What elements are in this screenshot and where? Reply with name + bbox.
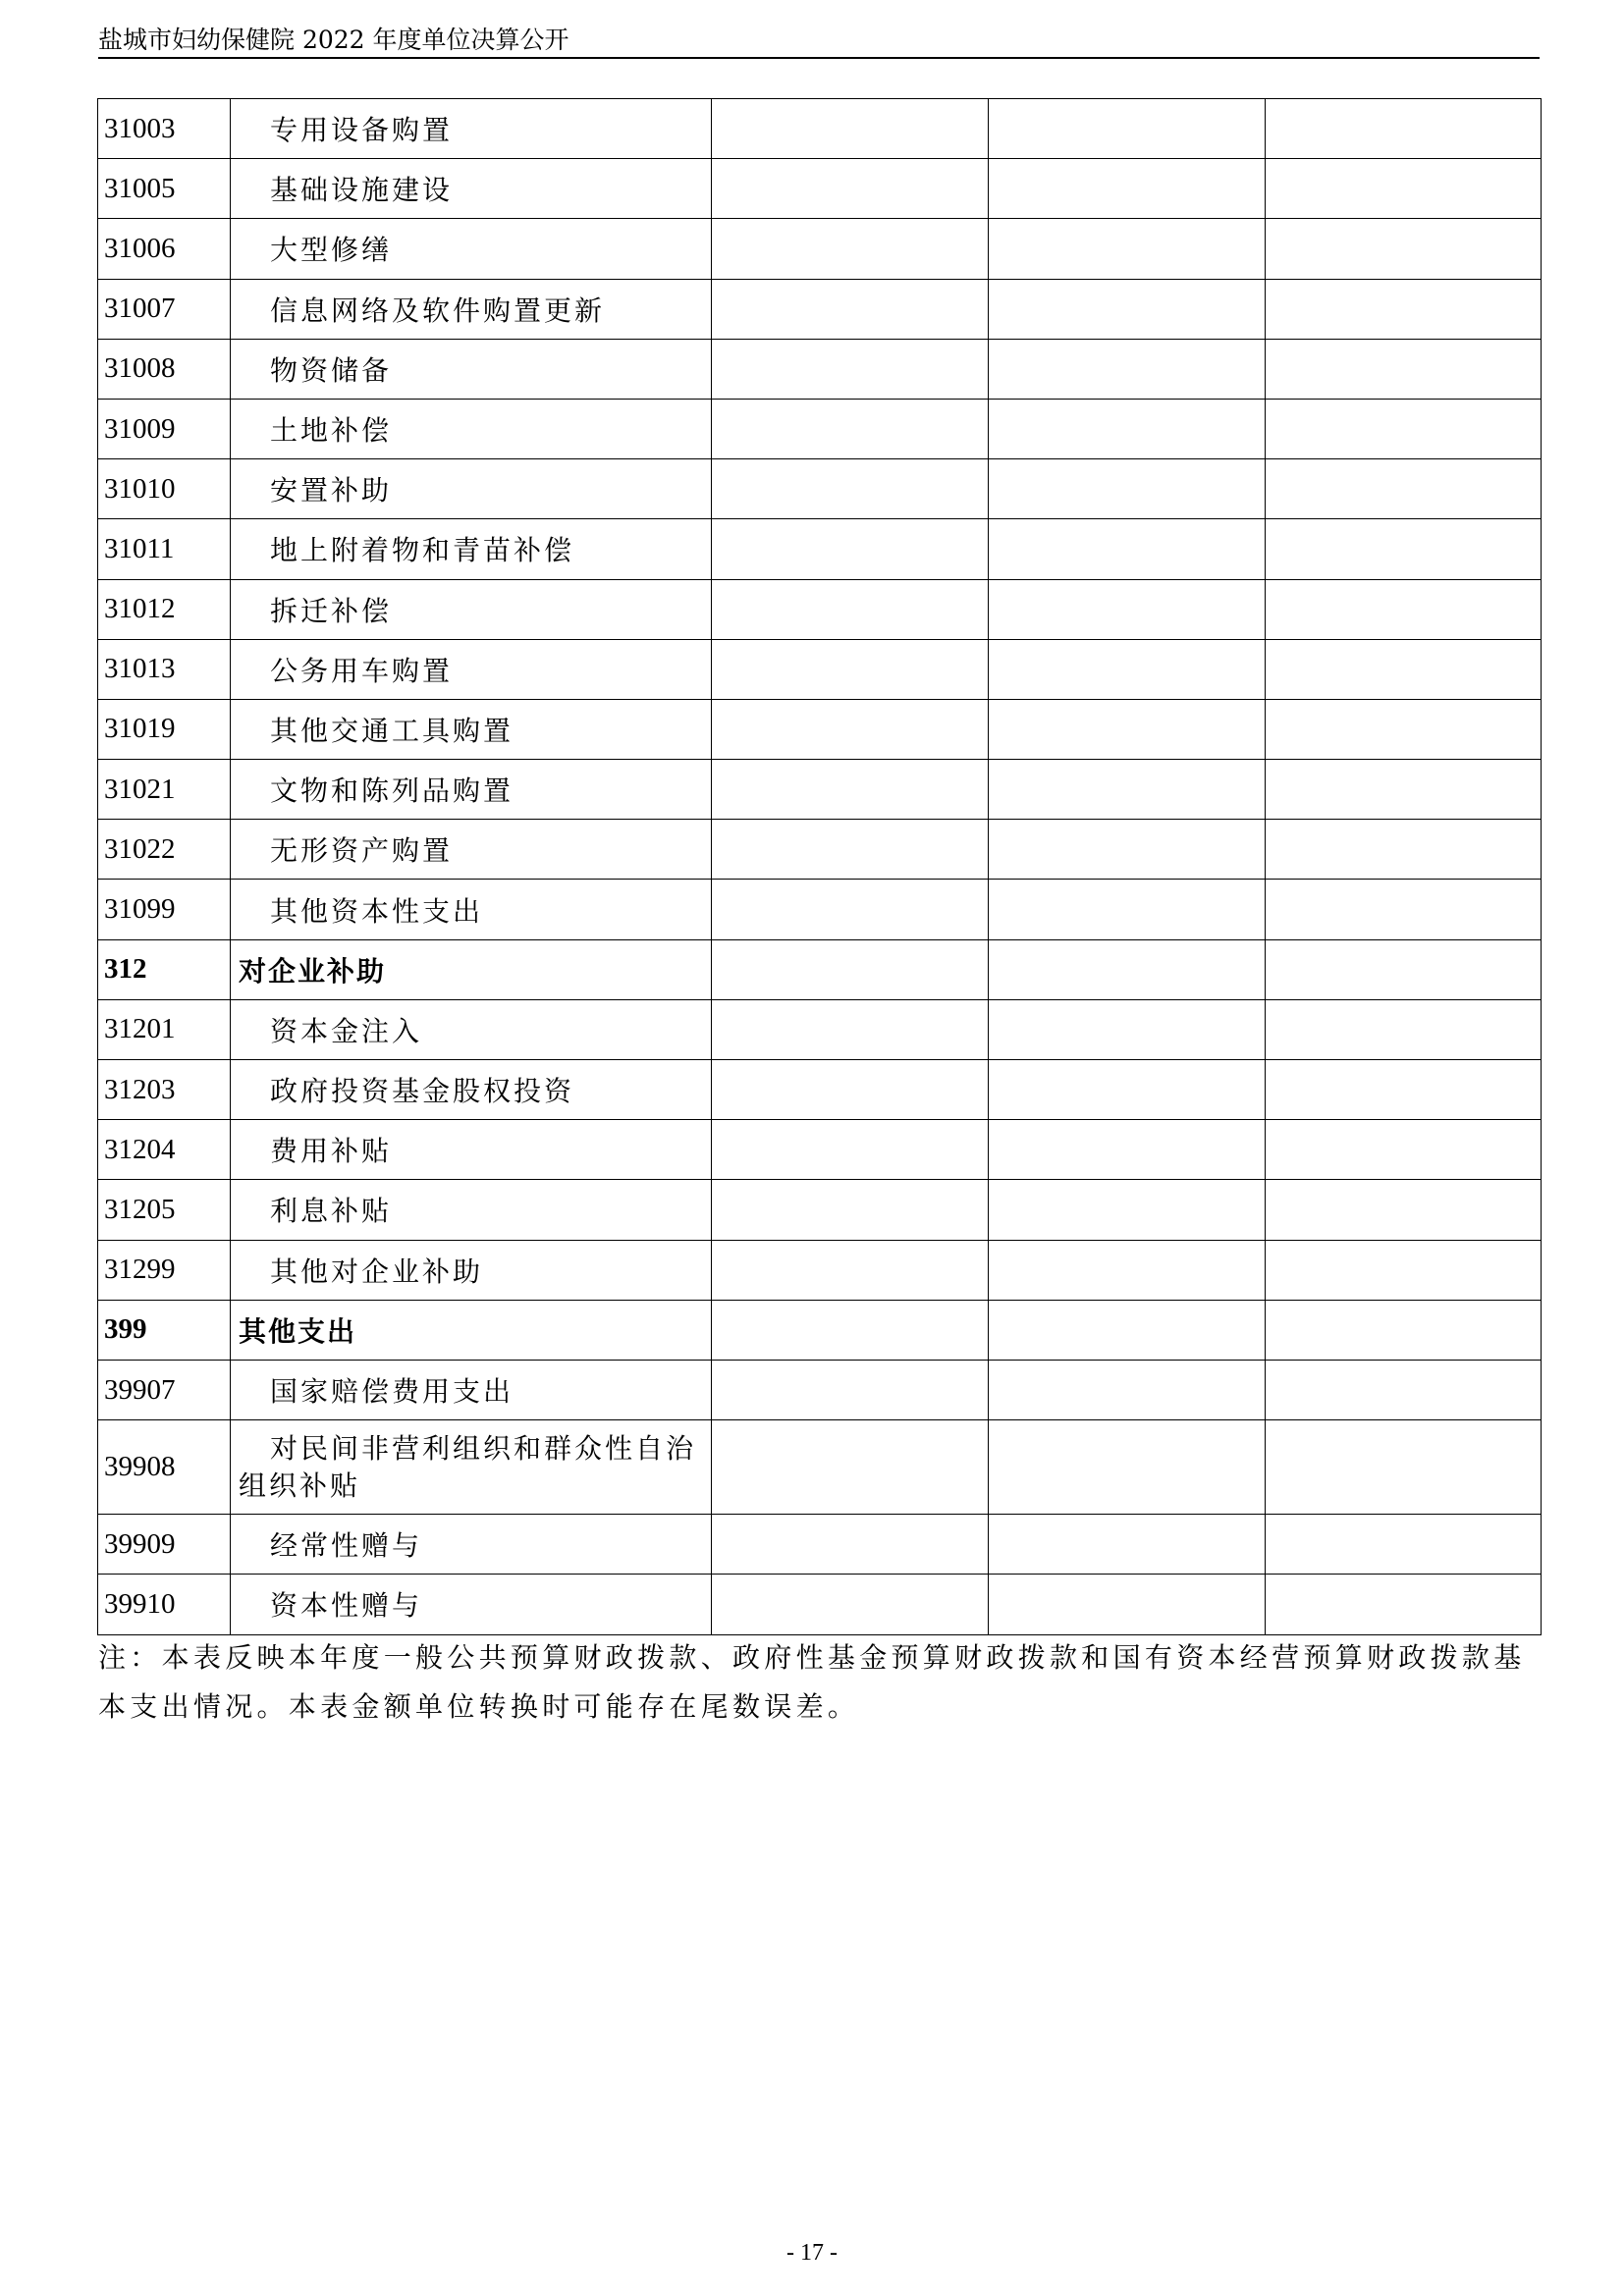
amount-cell bbox=[989, 1575, 1266, 1634]
amount-cell bbox=[1266, 939, 1542, 999]
table-note: 注：本表反映本年度一般公共预算财政拨款、政府性基金预算财政拨款和国有资本经营预算财政拨款基本支出情况。本表金额单位转换时可能存在尾数误差。 bbox=[98, 1641, 1526, 1723]
amount-cell bbox=[989, 880, 1266, 939]
amount-cell bbox=[712, 339, 989, 399]
amount-cell bbox=[989, 1360, 1266, 1419]
row-name: 安置补助 bbox=[231, 459, 712, 519]
amount-cell bbox=[712, 399, 989, 458]
table-row bbox=[98, 279, 1542, 339]
row-code: 31021 bbox=[98, 760, 231, 820]
amount-cell bbox=[1266, 219, 1542, 279]
amount-cell bbox=[1266, 820, 1542, 880]
row-code: 31201 bbox=[98, 999, 231, 1059]
amount-cell bbox=[712, 1180, 989, 1240]
row-name: 对民间非营利组织和群众性自治组织补贴 bbox=[231, 1420, 712, 1515]
row-code: 31013 bbox=[98, 639, 231, 699]
amount-cell bbox=[1266, 159, 1542, 219]
row-code: 31003 bbox=[98, 99, 231, 159]
row-code: 31299 bbox=[98, 1240, 231, 1300]
row-name: 其他支出 bbox=[231, 1300, 712, 1360]
row-code: 31019 bbox=[98, 699, 231, 759]
amount-cell bbox=[712, 1120, 989, 1180]
amount-cell bbox=[712, 219, 989, 279]
row-code: 31204 bbox=[98, 1120, 231, 1180]
amount-cell bbox=[989, 1120, 1266, 1180]
table-row bbox=[98, 1575, 1542, 1634]
table-row bbox=[98, 399, 1542, 458]
table-row bbox=[98, 1180, 1542, 1240]
amount-cell bbox=[989, 279, 1266, 339]
amount-cell bbox=[1266, 99, 1542, 159]
table-row bbox=[98, 939, 1542, 999]
amount-cell bbox=[1266, 1300, 1542, 1360]
row-code: 31008 bbox=[98, 339, 231, 399]
amount-cell bbox=[989, 339, 1266, 399]
amount-cell bbox=[712, 1420, 989, 1515]
amount-cell bbox=[1266, 339, 1542, 399]
row-name: 经常性赠与 bbox=[231, 1515, 712, 1575]
amount-cell bbox=[1266, 880, 1542, 939]
row-code: 31022 bbox=[98, 820, 231, 880]
table-row bbox=[98, 999, 1542, 1059]
amount-cell bbox=[989, 1515, 1266, 1575]
amount-cell bbox=[989, 519, 1266, 579]
table-row bbox=[98, 459, 1542, 519]
amount-cell bbox=[989, 820, 1266, 880]
row-code: 31205 bbox=[98, 1180, 231, 1240]
amount-cell bbox=[1266, 1180, 1542, 1240]
amount-cell bbox=[712, 999, 989, 1059]
amount-cell bbox=[1266, 699, 1542, 759]
row-name: 信息网络及软件购置更新 bbox=[231, 279, 712, 339]
row-name: 土地补偿 bbox=[231, 399, 712, 458]
amount-cell bbox=[989, 939, 1266, 999]
amount-cell bbox=[712, 99, 989, 159]
amount-cell bbox=[1266, 1240, 1542, 1300]
row-code: 31005 bbox=[98, 159, 231, 219]
table-row bbox=[98, 1120, 1542, 1180]
amount-cell bbox=[989, 1420, 1266, 1515]
row-name: 利息补贴 bbox=[231, 1180, 712, 1240]
row-code: 31006 bbox=[98, 219, 231, 279]
amount-cell bbox=[712, 760, 989, 820]
amount-cell bbox=[989, 459, 1266, 519]
amount-cell bbox=[989, 159, 1266, 219]
amount-cell bbox=[712, 639, 989, 699]
amount-cell bbox=[1266, 399, 1542, 458]
row-name: 无形资产购置 bbox=[231, 820, 712, 880]
row-code: 39910 bbox=[98, 1575, 231, 1634]
row-code: 399 bbox=[98, 1300, 231, 1360]
amount-cell bbox=[1266, 1360, 1542, 1419]
amount-cell bbox=[1266, 1420, 1542, 1515]
amount-cell bbox=[712, 1240, 989, 1300]
row-name: 大型修缮 bbox=[231, 219, 712, 279]
table-row bbox=[98, 579, 1542, 639]
table-row bbox=[98, 339, 1542, 399]
row-code: 31011 bbox=[98, 519, 231, 579]
row-name: 资本性赠与 bbox=[231, 1575, 712, 1634]
table-row bbox=[98, 1515, 1542, 1575]
amount-cell bbox=[1266, 579, 1542, 639]
row-name: 基础设施建设 bbox=[231, 159, 712, 219]
amount-cell bbox=[989, 99, 1266, 159]
table-row bbox=[98, 880, 1542, 939]
row-code: 39908 bbox=[98, 1420, 231, 1515]
row-name: 拆迁补偿 bbox=[231, 579, 712, 639]
amount-cell bbox=[989, 1060, 1266, 1120]
expenditure-table bbox=[97, 98, 1542, 1635]
amount-cell bbox=[1266, 999, 1542, 1059]
amount-cell bbox=[1266, 1060, 1542, 1120]
amount-cell bbox=[1266, 639, 1542, 699]
row-name: 其他资本性支出 bbox=[231, 880, 712, 939]
amount-cell bbox=[1266, 1120, 1542, 1180]
amount-cell bbox=[1266, 1575, 1542, 1634]
table-row bbox=[98, 1360, 1542, 1419]
amount-cell bbox=[712, 1300, 989, 1360]
amount-cell bbox=[989, 219, 1266, 279]
table-row bbox=[98, 639, 1542, 699]
row-code: 39907 bbox=[98, 1360, 231, 1419]
row-name: 国家赔偿费用支出 bbox=[231, 1360, 712, 1419]
page-number: - 17 - bbox=[786, 2240, 838, 2266]
row-name: 专用设备购置 bbox=[231, 99, 712, 159]
amount-cell bbox=[1266, 279, 1542, 339]
row-name: 物资储备 bbox=[231, 339, 712, 399]
table-row bbox=[98, 820, 1542, 880]
row-code: 31203 bbox=[98, 1060, 231, 1120]
amount-cell bbox=[712, 519, 989, 579]
amount-cell bbox=[989, 1240, 1266, 1300]
amount-cell bbox=[1266, 459, 1542, 519]
amount-cell bbox=[989, 1300, 1266, 1360]
row-name: 资本金注入 bbox=[231, 999, 712, 1059]
document-title: 盐城市妇幼保健院 2022 年度单位决算公开 bbox=[98, 26, 569, 54]
expenditure-table-body bbox=[98, 99, 1542, 1635]
table-row bbox=[98, 1420, 1542, 1515]
row-name: 地上附着物和青苗补偿 bbox=[231, 519, 712, 579]
amount-cell bbox=[989, 999, 1266, 1059]
amount-cell bbox=[712, 159, 989, 219]
row-name: 文物和陈列品购置 bbox=[231, 760, 712, 820]
row-name: 其他交通工具购置 bbox=[231, 699, 712, 759]
amount-cell bbox=[1266, 1515, 1542, 1575]
table-row bbox=[98, 219, 1542, 279]
table-row bbox=[98, 159, 1542, 219]
row-code: 31012 bbox=[98, 579, 231, 639]
amount-cell bbox=[1266, 519, 1542, 579]
amount-cell bbox=[989, 1180, 1266, 1240]
amount-cell bbox=[712, 1360, 989, 1419]
row-code: 312 bbox=[98, 939, 231, 999]
row-name: 公务用车购置 bbox=[231, 639, 712, 699]
amount-cell bbox=[712, 880, 989, 939]
amount-cell bbox=[712, 459, 989, 519]
row-code: 39909 bbox=[98, 1515, 231, 1575]
amount-cell bbox=[712, 1515, 989, 1575]
table-row bbox=[98, 519, 1542, 579]
table-row bbox=[98, 1240, 1542, 1300]
page-header bbox=[98, 20, 1540, 59]
amount-cell bbox=[712, 699, 989, 759]
amount-cell bbox=[712, 1060, 989, 1120]
amount-cell bbox=[989, 639, 1266, 699]
table-row bbox=[98, 699, 1542, 759]
amount-cell bbox=[712, 579, 989, 639]
table-row bbox=[98, 1060, 1542, 1120]
table-row bbox=[98, 760, 1542, 820]
row-code: 31010 bbox=[98, 459, 231, 519]
amount-cell bbox=[989, 760, 1266, 820]
row-name: 其他对企业补助 bbox=[231, 1240, 712, 1300]
amount-cell bbox=[712, 939, 989, 999]
amount-cell bbox=[712, 279, 989, 339]
amount-cell bbox=[989, 579, 1266, 639]
amount-cell bbox=[712, 1575, 989, 1634]
table-row bbox=[98, 99, 1542, 159]
table-row bbox=[98, 1300, 1542, 1360]
amount-cell bbox=[712, 820, 989, 880]
row-name: 费用补贴 bbox=[231, 1120, 712, 1180]
row-code: 31009 bbox=[98, 399, 231, 458]
amount-cell bbox=[989, 699, 1266, 759]
row-code: 31099 bbox=[98, 880, 231, 939]
row-name: 政府投资基金股权投资 bbox=[231, 1060, 712, 1120]
row-code: 31007 bbox=[98, 279, 231, 339]
amount-cell bbox=[989, 399, 1266, 458]
row-name: 对企业补助 bbox=[231, 939, 712, 999]
amount-cell bbox=[1266, 760, 1542, 820]
